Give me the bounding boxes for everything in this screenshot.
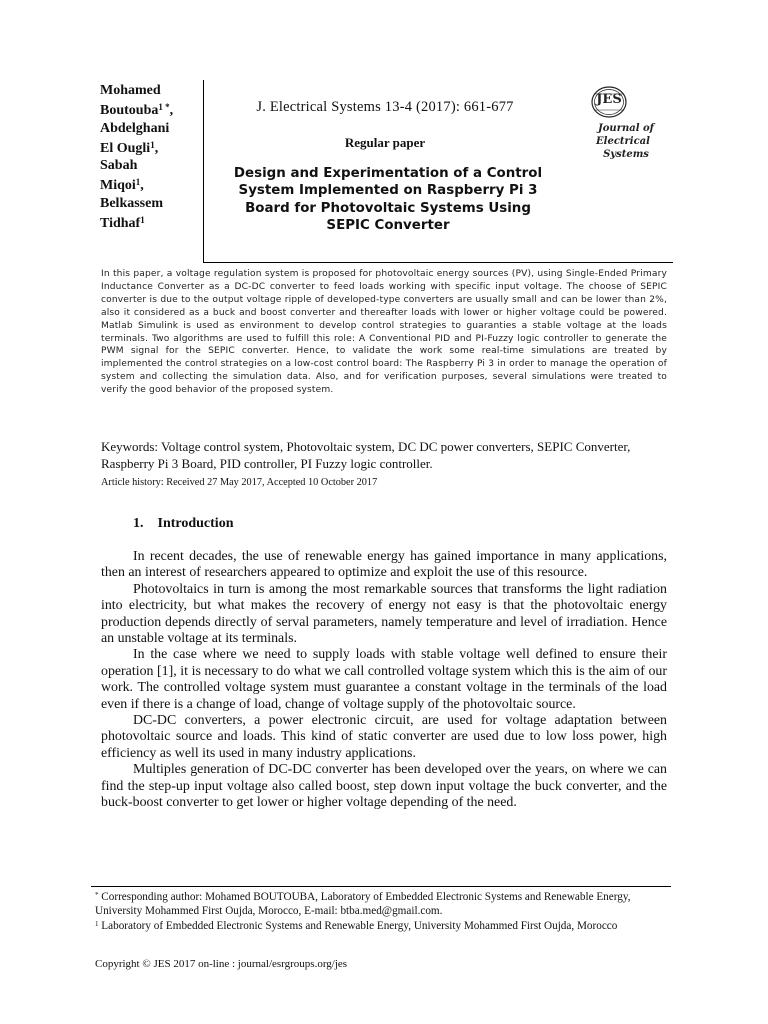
paragraph: DC-DC converters, a power electronic circuit, are used for voltage adaptation between photovoltaic source and loads. This kind of static converter are used due to low loss power, high efficiency as well its used in many industry applications. xyxy=(101,713,667,761)
header-divider-horizontal xyxy=(203,262,673,263)
journal-reference: J. Electrical Systems 13-4 (2017): 661-677 xyxy=(256,99,514,115)
footnotes xyxy=(95,889,655,934)
author-mark: 1 xyxy=(135,177,141,188)
footnote-text: Laboratory of Embedded Electronic Systems and Renewable Energy, University Mohammed First Oujda, Morocco xyxy=(101,920,618,933)
author-first-name: Mohamed xyxy=(100,83,161,98)
paragraph: Multiples generation of DC-DC converter has been developed over the years, on where we can find the step-up input voltage also called boost, step down input voltage the buck converter, and the buck-boost converter to get lower or higher voltage depending of the need. xyxy=(101,762,667,811)
article-history: Article history: Received 27 May 2017, Accepted 10 October 2017 xyxy=(101,477,378,488)
title-line: Board for Photovoltaic Systems Using xyxy=(245,200,531,216)
author-mark: 1 xyxy=(150,139,155,150)
author-last-name: El Ougli$^1$, xyxy=(100,139,159,156)
author-last-name: Boutouba$^{1 *}$, xyxy=(100,102,174,119)
logo-line: Systems xyxy=(603,149,649,160)
paragraph: In recent decades, the use of renewable energy has gained importance in many applications, then an interest of researchers appeared to optimize and exploit the use of this resource. xyxy=(101,549,667,581)
author-first-name: Belkassem xyxy=(100,195,163,211)
author-first-name: Abdelghani xyxy=(100,120,170,136)
footnote-rule xyxy=(91,886,671,887)
logo-text xyxy=(572,122,672,161)
author-list xyxy=(100,82,196,232)
title-line: System Implemented on Raspberry Pi 3 xyxy=(238,183,538,199)
title-line: Design and Experimentation of a Control xyxy=(233,166,543,181)
paragraph: Photovoltaics in turn is among the most remarkable sources that transforms the light radiation into electricity, but what makes the recovery of energy not easy is that the photovoltaic energy production depends directly of serval parameters, namely temperature and level of irradiation. Hence an unstable voltage at its terminals. xyxy=(101,581,667,647)
logo-acronym: JES xyxy=(596,92,622,107)
footnote-mark: 1 xyxy=(95,920,99,929)
title-line: SEPIC Converter xyxy=(326,218,450,234)
abstract: In this paper, a voltage regulation system is proposed for photovoltaic energy sources (PV), using Single-Ended Primary Inductance Converter as a DC-DC converter to feed loads working with specific input voltage. The choose of SEPIC converter is due to the output voltage ripple of developed-type converters are usually small and can be lower than 2%, also it considered as a buck and boost converter and thereafter loads with lower or higher voltage could be powered. Matlab Simulink is used as environment to develop control strategies to guaranties a stable voltage at the loads terminals. Two algorithms are used to fulfill this role: A Conventional PID and PI-Fuzzy logic controller to generate the PWM signal for the SEPIC converter. Hence, to validate the work some real-time simulations are treated by implemented the control strategies on a low-cost control board: The Raspberry Pi 3 in order to manage the operation of system and collecting the simulation data. Also, and for verification purposes, several simulations were treated to verify the good behavior of the proposed system. xyxy=(101,269,667,396)
footnote-mark: * xyxy=(95,891,99,899)
footnote-affiliation xyxy=(95,918,655,934)
paper-title xyxy=(203,165,573,235)
introduction-body xyxy=(101,549,667,812)
logo-line: Electrical xyxy=(596,136,650,147)
author-mark: 1 * xyxy=(158,102,170,113)
journal-logo xyxy=(572,84,672,174)
paragraph: In the case where we need to supply loads with stable voltage well defined to ensure their operation [1], it is necessary to do what we call controlled voltage system which this is the aim of our work. The controlled voltage system must guarantee a constant voltage in the terminals of the load even if there is a change of load, change of voltage supply of the photovoltaic source. xyxy=(101,647,667,712)
author-last-name: Miqoi$^1$, xyxy=(100,177,144,194)
footnote-corresponding xyxy=(95,889,655,918)
paper-type: Regular paper xyxy=(344,135,426,150)
author-mark: 1 xyxy=(140,215,145,226)
logo-line: Journal of xyxy=(598,123,654,134)
keywords: Keywords: Voltage control system, Photovoltaic system, DC DC power converters, SEPIC Converter, Raspberry Pi 3 Board, PID controller, PI Fuzzy logic controller. xyxy=(101,439,631,471)
footnote-text: Corresponding author: Mohamed BOUTOUBA, Laboratory of Embedded Electronic Systems and Renewable Energy, University Mohammed First Oujda, Morocco, E-mail: btba.med@gmail.com. xyxy=(95,891,631,917)
author-first-name: Sabah xyxy=(100,158,138,174)
author-last-name: Tidhaf$^1$ xyxy=(100,215,145,232)
copyright: Copyright © JES 2017 on-line : journal/esrgroups.org/jes xyxy=(95,958,348,970)
section-heading: 1. Introduction xyxy=(133,516,234,531)
